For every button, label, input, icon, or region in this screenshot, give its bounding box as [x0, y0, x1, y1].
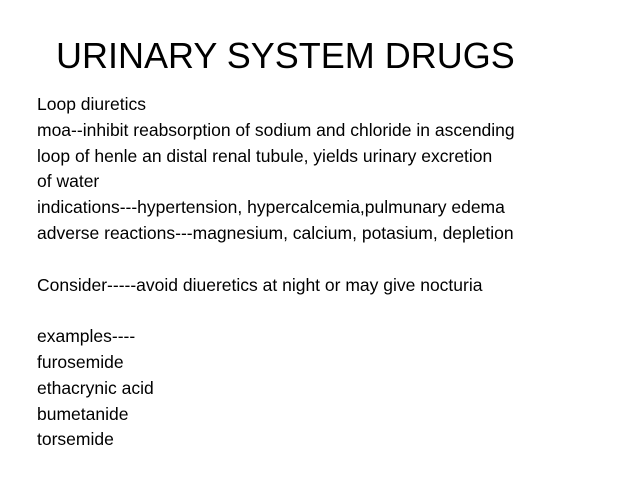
- body-line-blank: [37, 298, 633, 324]
- body-line-loop-diuretics: Loop diuretics: [37, 94, 146, 114]
- body-line-example-drug: torsemide: [37, 429, 114, 450]
- slide-body: [37, 92, 633, 453]
- body-line-indications: indications---hypertension, hypercalcemia,pulmunary edema: [37, 197, 505, 218]
- body-line-examples-heading: examples----: [37, 326, 136, 347]
- body-line-moa: moa--inhibit reabsorption of sodium and chloride in ascending: [37, 119, 515, 140]
- body-line-example-drug: bumetanide: [37, 403, 129, 424]
- body-line-consider: Consider-----avoid diueretics at night or may give nocturia: [37, 274, 483, 295]
- body-line-blank: [37, 247, 633, 273]
- body-line-moa-end: of water: [37, 171, 100, 192]
- body-line-adverse-reactions: adverse reactions---magnesium, calcium, potasium, depletion: [37, 222, 514, 243]
- body-line-moa-continued: loop of henle an distal renal tubule, yields urinary excretion: [37, 145, 493, 166]
- body-line-example-drug: ethacrynic acid: [37, 377, 154, 398]
- slide-title: URINARY SYSTEM DRUGS: [56, 35, 515, 76]
- body-line-example-drug: furosemide: [37, 351, 124, 372]
